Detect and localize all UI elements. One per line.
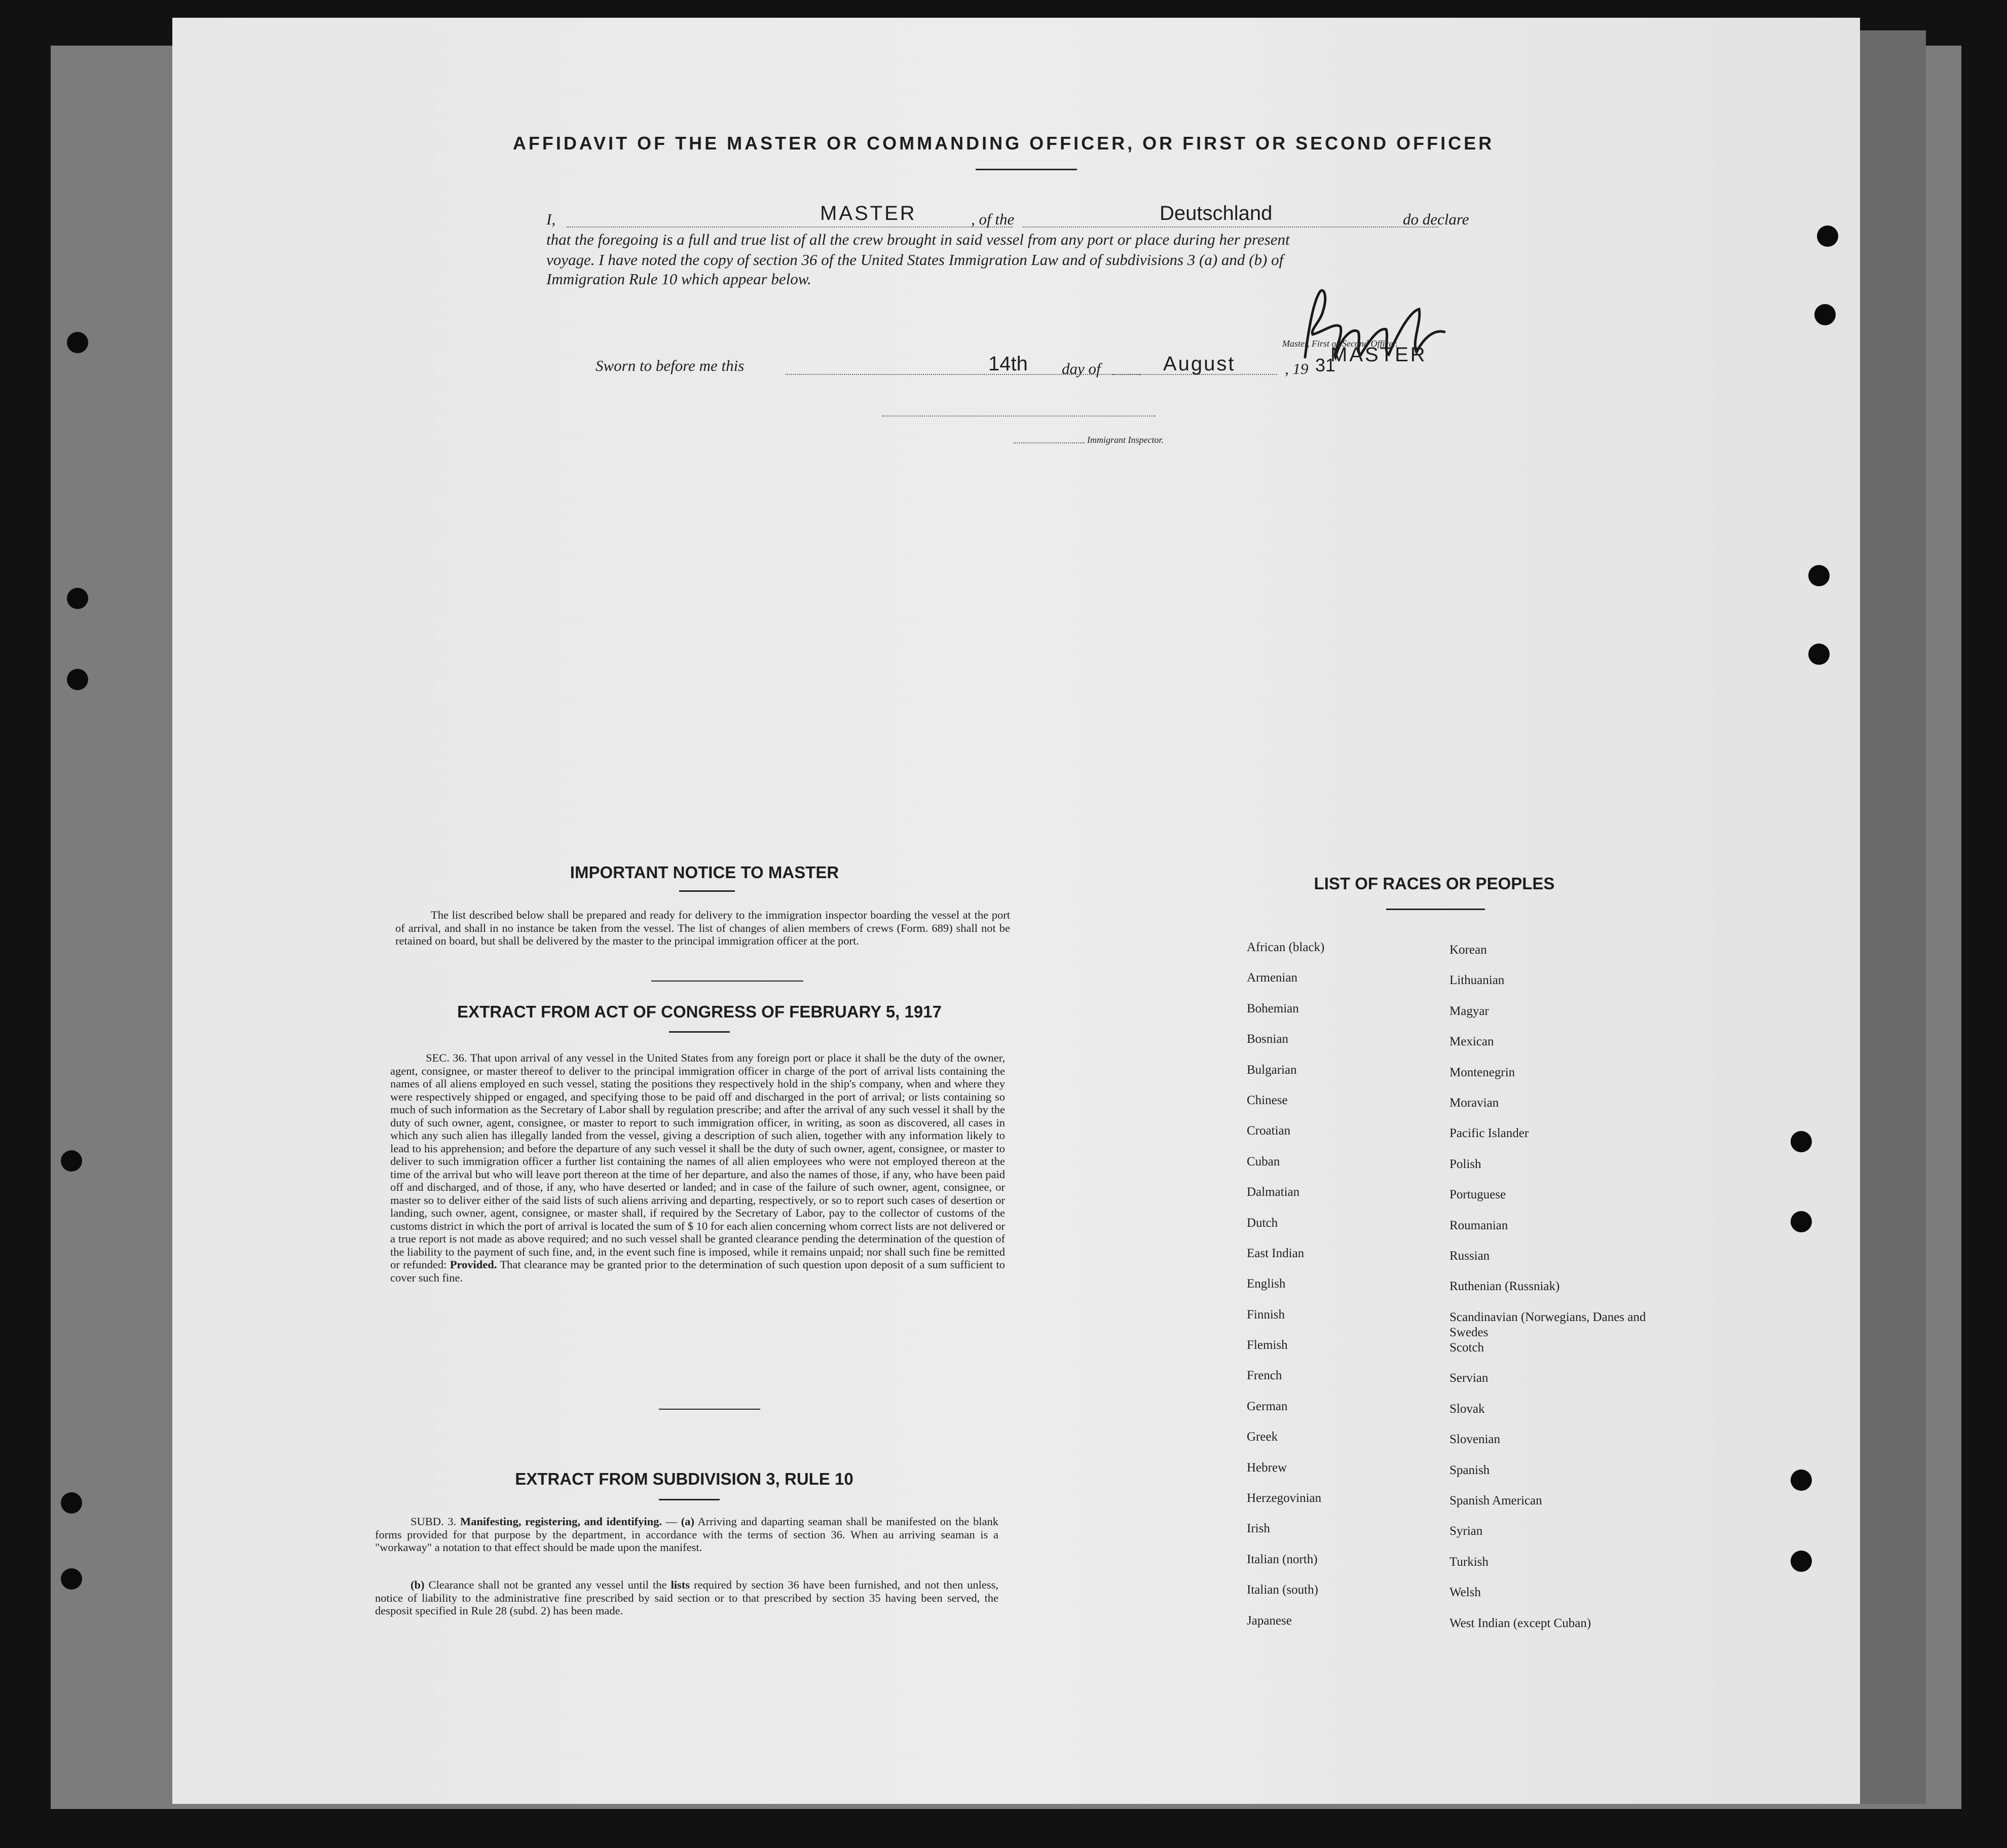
act-text-a: SEC. 36. That upon arrival of any vessel in the United States from any foreign port or place it shall be the duty of the owner, agent, consignee, or master thereof to deliver to the principal immigration officer in charge of the port of arrival lists containing the names of all aliens employed en such vessel, stating the positions they respectively hold in the ship's company, when and where they were respectively shipped or engaged, and specifying those to be paid off and discharged in the port of arrival; or lists containing so much of such information as the Secretary of Labor shall by regulation prescribe; and after the arrival of any such vessel it shall by the duty of such owner, agent, consignee, or master to report to such immigration officer, in writing, as soon as discovered, all cases in which any such alien has illegally landed from the vessel, giving a description of such alien, together with any information likely to lead to his apprehension; and before the departure of any such vessel it shall be the duty of such owner, agent, consignee, or master to deliver to such immigration officer a further list containing the names of all alien employees who were not employed thereon at the time of the arrival but who will leave port thereon at the time of her departure, and also the names of those, if any, who have been paid off and discharged, and of those, if any, who have deserted or landed; and in case of the failure of such owner, agent, consignee, or master so to deliver either of the said lists of such aliens arriving and departing, respectively, or so to report such cases of desertion or landing, such owner, agent, consignee, or master shall, if required by the Secretary of Labor, pay to the collector of customs of the customs district in which the port of arrival is located the sum of $ 10 for each alien concerning whom correct lists are not delivered or a true report is not made as above required; and no such vessel shall be granted clearance pending the determination of the question of the liability to the payment of such fine, and, in the event such fine is imposed, while it remains unpaid; nor shall such fine be remitted or refunded: [390, 1051, 1005, 1271]
races-heading-divider [1386, 909, 1485, 910]
race-item: East Indian [1247, 1246, 1305, 1260]
race-item: Hebrew [1247, 1460, 1287, 1475]
vessel-fill: Deutschland [1160, 202, 1273, 224]
rule-subd-a: SUBD. 3. Manifesting, registering, and identifying. — (a) Arriving and daparting seaman shall be manifested on the blank forms provided for that purpose by the department, in accordance with the terms of section 36. When au arriving seaman is a "workaway" a notation to that effect should be made upon the manifest. [375, 1515, 999, 1554]
month-fill: August [1163, 353, 1236, 375]
act-divider [659, 1409, 760, 1410]
declaration-line-2: that the foregoing is a full and true list of all the crew brought in said vessel from any port or place during her present [546, 231, 1290, 248]
act-text [390, 1051, 1005, 1284]
punch-hole [1791, 1469, 1812, 1491]
race-item: Magyar [1450, 1004, 1489, 1018]
year-fill: 31 [1315, 355, 1336, 375]
rule-subd-b [375, 1578, 998, 1617]
race-item: West Indian (except Cuban) [1450, 1616, 1591, 1630]
race-item: Flemish [1247, 1338, 1288, 1352]
race-item: Mexican [1450, 1035, 1494, 1049]
races-left-column [1247, 940, 1439, 1644]
of-the-label: , of the [971, 210, 1015, 228]
act-heading-divider [669, 1031, 730, 1033]
inspector-caption-line [1014, 442, 1085, 443]
race-item: Armenian [1247, 971, 1297, 985]
race-item: Croatian [1247, 1124, 1291, 1138]
race-item: Scandinavian (Norwegians, Danes and Swedes [1450, 1310, 1646, 1339]
race-item: French [1247, 1369, 1282, 1383]
race-item: Syrian [1450, 1524, 1483, 1538]
notice-divider [651, 980, 803, 982]
punch-hole [61, 1492, 82, 1514]
race-item: Turkish [1450, 1555, 1489, 1569]
punch-hole [1791, 1551, 1812, 1572]
race-item: Scotch [1450, 1341, 1484, 1355]
race-item: Montenegrin [1450, 1065, 1515, 1079]
race-item: Bohemian [1247, 1001, 1299, 1015]
rule-heading: EXTRACT FROM SUBDIVISION 3, RULE 10 [515, 1469, 853, 1488]
race-item: Cuban [1247, 1154, 1280, 1168]
race-item: Bosnian [1247, 1032, 1288, 1046]
inspector-caption: Immigrant Inspector. [1087, 435, 1164, 445]
race-item: Chinese [1247, 1093, 1288, 1107]
sworn-label: Sworn to before me this [596, 357, 745, 374]
rule-b-text-2: required by section 36 have been furnished, and not then unless, notice of liability to the administrative fine prescribed by said section or to that prescribed by section 35 having been served, the desposit specified in Rule 28 (subd. 2) has been made. [375, 1578, 999, 1617]
notice-text: The list described below shall be prepared and ready for delivery to the immigration inspector boarding the vessel at the port of arrival, and shall in no instance be taken from the vessel. The list of changes of alien members of crews (Form. 689) shall not be retained on board, but shall be delivered by the master to the principal immigration officer at the port. [395, 909, 1010, 947]
race-item: Italian (south) [1247, 1583, 1318, 1597]
rule-b-text-1: Clearance shall not be granted any vessel until the [428, 1578, 667, 1591]
races-right-column [1450, 942, 1652, 1646]
declaration-line-3: voyage. I have noted the copy of section 36 of the United States Immigration Law and of subdivisions 3 (a) and (b) of [546, 251, 1284, 269]
race-item: Welsh [1450, 1586, 1481, 1600]
race-item: Spanish American [1450, 1494, 1542, 1508]
title-divider [976, 169, 1077, 170]
rule-subd-label: SUBD. 3. [411, 1515, 457, 1528]
rule-b-label: (b) [411, 1578, 425, 1591]
punch-hole [1817, 225, 1838, 247]
race-item: Portuguese [1450, 1188, 1506, 1202]
race-item: Greek [1247, 1430, 1278, 1444]
rule-b-lists: lists [671, 1578, 690, 1591]
sworn-line [596, 355, 1356, 380]
race-item: Herzegovinian [1247, 1491, 1322, 1505]
race-item: Servian [1450, 1371, 1489, 1385]
signature-stamp: MASTER [1330, 344, 1427, 366]
race-item: Slovenian [1450, 1432, 1500, 1447]
race-item: Moravian [1450, 1096, 1499, 1110]
punch-hole [1808, 644, 1830, 665]
i-label: I, [546, 210, 556, 228]
race-item: German [1247, 1399, 1288, 1413]
punch-hole [61, 1568, 82, 1590]
race-item: Korean [1450, 943, 1487, 957]
year-prefix: , 19 [1285, 360, 1309, 378]
race-item: Slovak [1450, 1402, 1485, 1416]
race-item: Dutch [1247, 1216, 1278, 1230]
act-text-b: That clearance may be granted prior to the determination of such question upon deposit of a sum sufficient to cover such fine. [390, 1258, 1006, 1284]
declaration [546, 202, 1499, 291]
notice-heading-divider [679, 890, 735, 892]
race-item: Bulgarian [1247, 1063, 1297, 1077]
name-fill-line [567, 227, 1013, 228]
punch-hole [1814, 304, 1836, 325]
race-item: Irish [1247, 1522, 1270, 1536]
punch-hole [67, 332, 88, 353]
races-heading: LIST OF RACES OR PEOPLES [1314, 874, 1555, 893]
punch-hole [1791, 1211, 1812, 1232]
race-item: Ruthenian (Russniak) [1450, 1279, 1560, 1294]
master-fill: MASTER [820, 202, 917, 224]
punch-hole [1791, 1131, 1812, 1152]
vessel-fill-line [1023, 227, 1438, 228]
punch-hole [61, 1150, 82, 1172]
race-item: Japanese [1247, 1613, 1292, 1628]
affidavit-title: AFFIDAVIT OF THE MASTER OR COMMANDING OFFICER, OR FIRST OR SECOND OFFICER [512, 133, 1495, 154]
race-item: Polish [1450, 1157, 1481, 1171]
punch-hole [67, 588, 88, 609]
race-item: Russian [1450, 1249, 1490, 1263]
race-item: Finnish [1247, 1307, 1285, 1322]
do-declare-label: do declare [1403, 210, 1469, 228]
rule-a-text: Arriving and daparting seaman shall be manifested on the blank forms provided for that purpose by the department, in accordance with the terms of section 36. When au arriving seaman is a "workaway" a notation to that effect should be made upon the manifest. [375, 1515, 999, 1554]
act-heading: EXTRACT FROM ACT OF CONGRESS OF FEBRUARY 5, 1917 [457, 1002, 942, 1021]
race-item: Italian (north) [1247, 1552, 1318, 1566]
rule-subd-title: Manifesting, registering, and identifying. [460, 1515, 662, 1528]
rule-heading-divider [659, 1499, 720, 1500]
inspector-sign-line [882, 416, 1156, 417]
race-item: Pacific Islander [1450, 1126, 1529, 1141]
race-item: Spanish [1450, 1463, 1490, 1477]
day-fill: 14th [988, 353, 1028, 375]
act-provided: Provided. [450, 1258, 497, 1271]
punch-hole [1808, 565, 1830, 586]
notice-heading: IMPORTANT NOTICE TO MASTER [570, 863, 839, 882]
day-of-label: day of [1062, 360, 1101, 378]
race-item: African (black) [1247, 940, 1325, 954]
declaration-line-4: Immigration Rule 10 which appear below. [546, 270, 811, 288]
rule-a-label: (a) [681, 1515, 695, 1528]
signature-caption: Master, First or Second Officer. [1282, 338, 1398, 349]
race-item: Dalmatian [1247, 1185, 1300, 1199]
punch-hole [67, 669, 88, 690]
race-item: Roumanian [1450, 1218, 1508, 1232]
race-item: English [1247, 1277, 1286, 1291]
race-item: Lithuanian [1450, 973, 1505, 988]
